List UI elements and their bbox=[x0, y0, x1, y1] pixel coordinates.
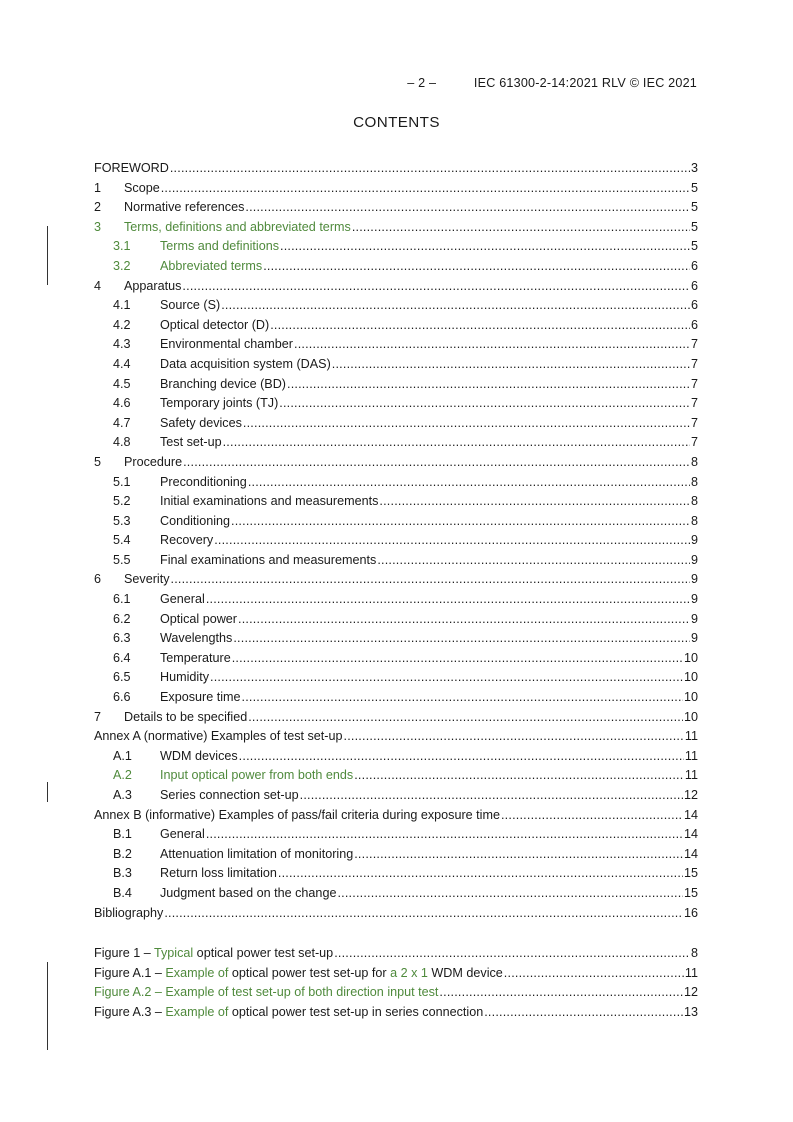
toc-entry-number: 1 bbox=[94, 180, 102, 195]
dot-leader bbox=[248, 708, 683, 728]
toc-entry[interactable] bbox=[94, 570, 698, 590]
dot-leader bbox=[161, 179, 690, 199]
dot-leader bbox=[183, 453, 690, 473]
toc-entry-page: 7 bbox=[690, 376, 698, 391]
toc-entry-number: 5.5 bbox=[113, 552, 131, 567]
dot-leader bbox=[439, 983, 683, 1003]
figure-entry-title bbox=[94, 983, 438, 1003]
toc-entry-title: Return loss limitation bbox=[160, 866, 277, 881]
toc-entry[interactable] bbox=[94, 394, 698, 414]
figure-title-part: WDM device bbox=[427, 965, 503, 980]
toc-entry-number: 5.2 bbox=[113, 494, 131, 509]
dot-leader bbox=[377, 551, 690, 571]
toc-entry[interactable] bbox=[94, 492, 698, 512]
toc-entry-number: 5 bbox=[94, 454, 102, 469]
toc-entry-number: 4.1 bbox=[113, 298, 131, 313]
toc-entry-number: 4.4 bbox=[113, 356, 131, 371]
toc-entry-title: Procedure bbox=[124, 454, 183, 469]
toc-entry-number: B.3 bbox=[113, 866, 132, 881]
dot-leader bbox=[233, 629, 690, 649]
figure-entry-page: 13 bbox=[683, 1004, 698, 1019]
toc-entry[interactable] bbox=[94, 845, 698, 865]
toc-entry-number: 2 bbox=[94, 200, 102, 215]
dot-leader bbox=[379, 492, 690, 512]
figure-title-part: optical power test set-up bbox=[193, 946, 334, 961]
dot-leader bbox=[354, 766, 684, 786]
contents-title: CONTENTS bbox=[353, 114, 440, 131]
toc-entry[interactable] bbox=[94, 159, 698, 179]
toc-entry-page: 15 bbox=[683, 885, 698, 900]
figure-entry-page: 8 bbox=[690, 946, 698, 961]
dot-leader bbox=[245, 198, 690, 218]
toc-entry-title: Source (S) bbox=[160, 298, 221, 313]
toc-entry-title: Test set-up bbox=[160, 435, 222, 450]
toc-entry[interactable] bbox=[94, 668, 698, 688]
toc-entry-title: Series connection set-up bbox=[160, 788, 299, 802]
toc-entry-number: B.2 bbox=[113, 846, 132, 861]
toc-entry-page: 8 bbox=[690, 454, 698, 469]
toc-entry-title: Temporary joints (TJ) bbox=[160, 396, 279, 411]
toc-entry-title: Judgment based on the change bbox=[160, 885, 337, 900]
dot-leader bbox=[214, 531, 690, 551]
toc-entry-number: 6 bbox=[94, 572, 102, 587]
toc-entry-title: Environmental chamber bbox=[160, 337, 293, 352]
figure-entry-title bbox=[94, 964, 503, 984]
dot-leader bbox=[171, 570, 690, 590]
toc-entry-page: 9 bbox=[690, 552, 698, 567]
dot-leader bbox=[484, 1003, 683, 1023]
toc-entry-title: Humidity bbox=[160, 670, 209, 685]
toc-entry[interactable] bbox=[94, 257, 698, 277]
dot-leader bbox=[242, 688, 683, 708]
toc-entry-title: Bibliography bbox=[94, 905, 164, 920]
figure-title-part: Figure A.3 – bbox=[94, 1004, 166, 1019]
toc-entry[interactable] bbox=[94, 198, 698, 218]
toc-entry-number: 6.2 bbox=[113, 611, 131, 626]
toc-entry[interactable] bbox=[94, 414, 698, 434]
toc-entry-page: 6 bbox=[690, 317, 698, 332]
toc-entry[interactable] bbox=[94, 453, 698, 473]
toc-entry-page: 8 bbox=[690, 474, 698, 489]
toc-entry[interactable] bbox=[94, 296, 698, 316]
toc-entry[interactable] bbox=[94, 590, 698, 610]
dot-leader bbox=[332, 355, 690, 375]
toc-entry[interactable] bbox=[94, 551, 698, 571]
toc-entry-page: 6 bbox=[690, 278, 698, 293]
toc-entry-title: Annex A (normative) Examples of test set-up bbox=[94, 729, 343, 744]
toc-entry[interactable] bbox=[94, 708, 698, 728]
toc-entry-page: 6 bbox=[690, 258, 698, 273]
toc-entry-title: Preconditioning bbox=[160, 474, 247, 489]
dot-leader bbox=[504, 964, 684, 984]
toc-entry[interactable] bbox=[94, 766, 698, 786]
toc-entry-page: 5 bbox=[690, 180, 698, 195]
toc-entry[interactable] bbox=[94, 884, 698, 904]
toc-entry-number: 5.3 bbox=[113, 513, 131, 528]
toc-entry-number: 6.4 bbox=[113, 650, 131, 665]
toc-entry-page: 6 bbox=[690, 298, 698, 313]
toc-entry-title: Attenuation limitation of monitoring bbox=[160, 846, 354, 861]
toc-entry-number: 7 bbox=[94, 709, 102, 724]
toc-entry-number: 6.5 bbox=[113, 670, 131, 685]
toc-entry[interactable] bbox=[94, 218, 698, 238]
dot-leader bbox=[279, 394, 690, 414]
toc-entry-title: Details to be specified bbox=[124, 709, 248, 724]
toc-entry-page: 5 bbox=[690, 239, 698, 254]
toc-entry-title: Annex B (informative) Examples of pass/fail criteria during exposure time bbox=[94, 807, 500, 822]
toc-entry-page: 9 bbox=[690, 611, 698, 626]
toc-entry-number: 4 bbox=[94, 278, 102, 293]
dot-leader bbox=[238, 610, 690, 630]
toc-entry[interactable] bbox=[94, 629, 698, 649]
toc-entry-title: Input optical power from both ends bbox=[160, 768, 354, 783]
figure-entry-title bbox=[94, 944, 333, 964]
toc-entry[interactable] bbox=[94, 786, 698, 806]
toc-entry-title: Severity bbox=[124, 572, 170, 587]
toc-entry[interactable] bbox=[94, 688, 698, 708]
toc-entry-page: 14 bbox=[683, 807, 698, 822]
dot-leader bbox=[337, 884, 683, 904]
toc-entry-number: A.2 bbox=[113, 768, 132, 783]
toc-entry-number: 3.1 bbox=[113, 239, 131, 254]
dot-leader bbox=[344, 727, 684, 747]
toc-entry-page: 7 bbox=[690, 435, 698, 450]
toc-entry[interactable] bbox=[94, 864, 698, 884]
toc-entry-title: General bbox=[160, 827, 205, 842]
toc-entry-title: Recovery bbox=[160, 533, 214, 548]
toc-entry-number: A.1 bbox=[113, 748, 132, 763]
figure-title-part: Figure A.2 – Example of test set-up of both direction input test bbox=[94, 985, 439, 1000]
toc-entry-number: B.4 bbox=[113, 885, 132, 900]
toc-entry-title: General bbox=[160, 592, 205, 607]
dot-leader bbox=[221, 296, 690, 316]
toc-entry-page: 5 bbox=[690, 219, 698, 234]
toc-entry-title: Exposure time bbox=[160, 690, 241, 705]
toc-entry[interactable] bbox=[94, 727, 698, 747]
figure-title-part: Figure A.1 – bbox=[94, 965, 166, 980]
dot-leader bbox=[501, 806, 683, 826]
toc-entry[interactable] bbox=[94, 335, 698, 355]
toc-entry-number: 4.2 bbox=[113, 317, 131, 332]
change-bar-annex-a2 bbox=[47, 782, 48, 802]
toc-entry-title: Terms, definitions and abbreviated terms bbox=[124, 219, 351, 234]
figure-title-part: Example of bbox=[165, 965, 229, 980]
toc-entry-number: 4.7 bbox=[113, 415, 131, 430]
page-header bbox=[0, 76, 697, 90]
toc-entry-number: 3 bbox=[94, 219, 102, 234]
toc-entry-title: Optical detector (D) bbox=[160, 317, 270, 332]
toc-entry-page: 10 bbox=[683, 690, 698, 705]
toc-entry-number: A.3 bbox=[113, 788, 132, 802]
toc-entry-page: 11 bbox=[684, 748, 698, 763]
toc-entry[interactable] bbox=[94, 473, 698, 493]
dot-leader bbox=[280, 237, 690, 257]
figure-title-part: optical power test set-up for bbox=[228, 965, 391, 980]
toc-entry-number: 6.3 bbox=[113, 631, 131, 646]
dot-leader bbox=[334, 944, 690, 964]
toc-entry-page: 10 bbox=[683, 709, 698, 724]
dot-leader bbox=[206, 825, 683, 845]
figure-entry-page: 12 bbox=[683, 985, 698, 1000]
toc-entry-page: 10 bbox=[683, 670, 698, 685]
figure-entry[interactable] bbox=[94, 964, 698, 984]
figure-title-part: Example of bbox=[165, 1004, 229, 1019]
dot-leader bbox=[287, 375, 690, 395]
dot-leader bbox=[294, 335, 690, 355]
toc-entry[interactable] bbox=[94, 747, 698, 767]
toc-entry-page: 3 bbox=[690, 161, 698, 175]
toc-entry-page: 7 bbox=[690, 356, 698, 371]
toc-entry-page: 9 bbox=[690, 572, 698, 587]
toc-entry[interactable] bbox=[94, 179, 698, 199]
toc-entry-title: Optical power bbox=[160, 611, 237, 626]
toc-entry-page: 11 bbox=[684, 729, 698, 744]
toc-entry-page: 8 bbox=[690, 513, 698, 528]
dot-leader bbox=[278, 864, 683, 884]
toc-entry-page: 10 bbox=[683, 650, 698, 665]
toc-entry-title: Data acquisition system (DAS) bbox=[160, 356, 331, 371]
toc-entry-title: WDM devices bbox=[160, 748, 238, 763]
table-of-contents bbox=[94, 159, 698, 1023]
toc-entry[interactable] bbox=[94, 237, 698, 257]
toc-entry-page: 7 bbox=[690, 415, 698, 430]
toc-entry-number: 4.6 bbox=[113, 396, 131, 411]
dot-leader bbox=[231, 512, 690, 532]
toc-entry-title: Final examinations and measurements bbox=[160, 552, 377, 567]
toc-entry-title: Normative references bbox=[124, 200, 245, 215]
toc-entry[interactable] bbox=[94, 355, 698, 375]
toc-entry-page: 9 bbox=[690, 533, 698, 548]
dot-leader bbox=[352, 218, 690, 238]
toc-entry-title: Branching device (BD) bbox=[160, 376, 286, 391]
toc-entry-title: Apparatus bbox=[124, 278, 182, 293]
toc-entry-number: 4.8 bbox=[113, 435, 131, 450]
figure-title-part: Figure 1 – bbox=[94, 946, 154, 961]
toc-entry-number: 6.1 bbox=[113, 592, 131, 607]
toc-entry-page: 7 bbox=[690, 396, 698, 411]
toc-entry[interactable] bbox=[94, 512, 698, 532]
toc-entry-page: 16 bbox=[683, 905, 698, 920]
dot-leader bbox=[170, 159, 690, 179]
figure-title-part: a 2 x 1 bbox=[390, 965, 428, 980]
figure-entry[interactable] bbox=[94, 944, 698, 964]
figure-entry-title bbox=[94, 1003, 483, 1023]
toc-entry-page: 7 bbox=[690, 337, 698, 352]
dot-leader bbox=[270, 316, 690, 336]
dot-leader bbox=[354, 845, 683, 865]
figure-title-part: optical power test set-up in series connection bbox=[228, 1004, 484, 1019]
toc-entry-title: Abbreviated terms bbox=[160, 258, 263, 273]
toc-entry[interactable] bbox=[94, 375, 698, 395]
toc-entry-title: Temperature bbox=[160, 650, 231, 665]
toc-entry-number: 4.3 bbox=[113, 337, 131, 352]
toc-entry-number: 3.2 bbox=[113, 258, 131, 273]
dot-leader bbox=[210, 668, 683, 688]
figure-title-part: Typical bbox=[153, 946, 194, 961]
toc-entry[interactable] bbox=[94, 825, 698, 845]
figure-entry[interactable] bbox=[94, 983, 698, 1003]
dot-leader bbox=[232, 649, 683, 669]
toc-entry-title: FOREWORD bbox=[94, 161, 169, 175]
toc-entry-page: 9 bbox=[690, 592, 698, 607]
dot-leader bbox=[263, 257, 690, 277]
toc-entry-page: 11 bbox=[684, 768, 698, 783]
toc-entry-page: 12 bbox=[683, 788, 698, 802]
dot-leader bbox=[164, 904, 683, 924]
toc-entry-number: 5.1 bbox=[113, 474, 131, 489]
toc-entry-number: 4.5 bbox=[113, 376, 131, 391]
header-page-number: – 2 – bbox=[407, 76, 437, 90]
dot-leader bbox=[223, 433, 690, 453]
dot-leader bbox=[206, 590, 690, 610]
toc-entry-title: Scope bbox=[124, 180, 160, 195]
toc-entry[interactable] bbox=[94, 531, 698, 551]
toc-entry-page: 5 bbox=[690, 200, 698, 215]
dot-leader bbox=[300, 786, 683, 806]
figure-entry-page: 11 bbox=[684, 965, 698, 980]
toc-entry-title: Wavelengths bbox=[160, 631, 233, 646]
toc-entry-title: Terms and definitions bbox=[160, 239, 280, 254]
toc-entry[interactable] bbox=[94, 277, 698, 297]
toc-entry-number: 5.4 bbox=[113, 533, 131, 548]
toc-entry[interactable] bbox=[94, 649, 698, 669]
toc-entry-page: 8 bbox=[690, 494, 698, 509]
toc-entry-page: 14 bbox=[683, 846, 698, 861]
toc-entry[interactable] bbox=[94, 904, 698, 924]
dot-leader bbox=[182, 277, 690, 297]
header-document-reference: IEC 61300-2-14:2021 RLV © IEC 2021 bbox=[473, 76, 697, 90]
toc-entry-page: 14 bbox=[683, 827, 698, 842]
toc-entry-page: 15 bbox=[683, 866, 698, 881]
toc-entry-page: 9 bbox=[690, 631, 698, 646]
dot-leader bbox=[243, 414, 690, 434]
toc-entry[interactable] bbox=[94, 610, 698, 630]
toc-entry-title: Initial examinations and measurements bbox=[160, 494, 379, 509]
toc-entry-number: B.1 bbox=[113, 827, 132, 842]
dot-leader bbox=[239, 747, 684, 767]
figure-entry[interactable] bbox=[94, 1003, 698, 1023]
change-bar-figures bbox=[47, 962, 48, 1050]
toc-entry[interactable] bbox=[94, 316, 698, 336]
toc-entry-number: 6.6 bbox=[113, 690, 131, 705]
list-of-figures-gap bbox=[94, 923, 698, 944]
toc-entry[interactable] bbox=[94, 806, 698, 826]
dot-leader bbox=[248, 473, 690, 493]
toc-entry-title: Safety devices bbox=[160, 415, 242, 430]
toc-entry-title: Conditioning bbox=[160, 513, 231, 528]
toc-entry[interactable] bbox=[94, 433, 698, 453]
change-bar-section-3 bbox=[47, 226, 48, 285]
